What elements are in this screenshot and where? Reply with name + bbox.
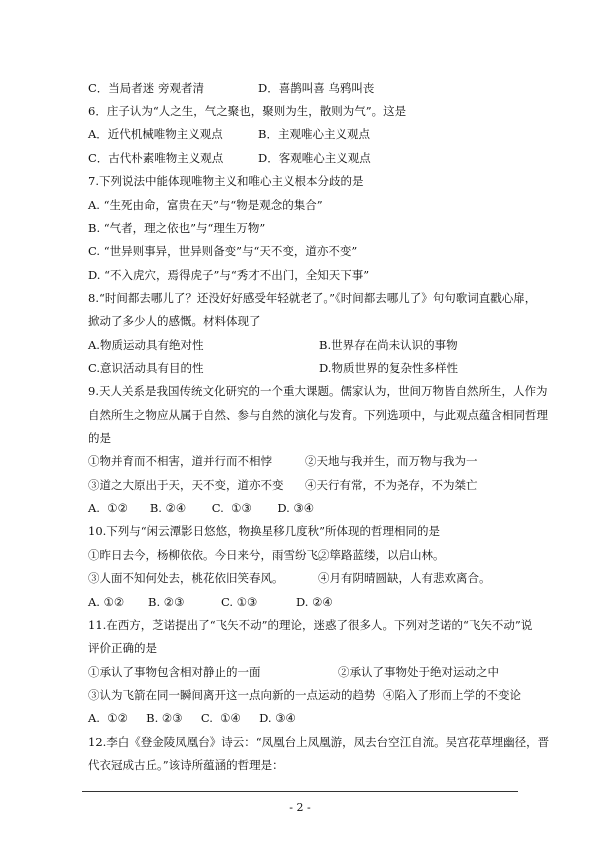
q11-item-2: ②承认了事物处于绝对运动之中 bbox=[338, 665, 499, 679]
q7-option-a: A. “生死由命，富贵在天”与“物是观念的集合” bbox=[88, 198, 323, 212]
q9-item-4: ④天行有常，不为尧存，不为桀亡 bbox=[305, 478, 478, 492]
q12-stem-line-2: 代衣冠成古丘。”该诗所蕴涵的哲理是： bbox=[88, 758, 284, 772]
q10-item-4: ④月有阴晴圆缺，人有悲欢离合。 bbox=[318, 571, 491, 585]
q11-stem-line-2: 评价正确的是 bbox=[88, 641, 157, 655]
q5-option-d: D．喜鹊叫喜 乌鸦叫丧 bbox=[258, 81, 375, 95]
q11-item-3: ③认为飞箭在同一瞬间离开这一点向新的一点运动的趋势 bbox=[88, 688, 376, 702]
q12-stem-line-1: 12.李白《登金陵凤凰台》诗云：“凤凰台上凤凰游，凤去台空江自流。吴宫花草埋幽径，晋 bbox=[88, 735, 550, 749]
q8-stem-line-1: 8.“时间都去哪儿了？还没好好感受年轻就老了。”《时间都去哪儿了》句句歌词直戳心扉， bbox=[88, 291, 537, 305]
q8-option-b: B.世界存在尚未认识的事物 bbox=[319, 338, 458, 352]
q10-option-c: C. ①③ bbox=[221, 595, 258, 609]
q9-stem-line-3: 的是 bbox=[88, 431, 111, 445]
q9-item-1: ①物并育而不相害，道并行而不相悖 bbox=[88, 454, 272, 468]
q9-item-2: ②天地与我并生，而万物与我为一 bbox=[305, 454, 478, 468]
page-number: - 2 - bbox=[289, 801, 311, 814]
q6-stem: 6．庄子认为“人之生，气之聚也，聚则为生，散则为气”。这是 bbox=[88, 104, 407, 118]
q5-option-c: C．当局者迷 旁观者清 bbox=[88, 81, 204, 95]
q6-option-b: B．主观唯心主义观点 bbox=[258, 127, 370, 141]
q11-item-1: ①承认了事物包含相对静止的一面 bbox=[88, 665, 261, 679]
q10-item-2: ②筚路蓝缕，以启山林。 bbox=[318, 548, 445, 562]
q6-option-c: C．古代朴素唯物主义观点 bbox=[88, 151, 224, 165]
q7-option-b: B. “气者，理之依也”与“理生万物” bbox=[88, 221, 266, 235]
q7-option-c: C. “世异则事异，世异则备变”与“天不变，道亦不变” bbox=[88, 244, 358, 258]
q9-item-3: ③道之大原出于天，天不变，道亦不变 bbox=[88, 478, 284, 492]
q8-option-c: C.意识活动具有目的性 bbox=[88, 361, 204, 375]
q7-option-d: D. “不入虎穴，焉得虎子”与“秀才不出门，全知天下事” bbox=[88, 268, 370, 282]
q10-item-1: ①昨日去今，杨柳依依。今日来兮，雨雪纷飞。 bbox=[88, 548, 330, 562]
q10-stem: 10.下列与“闲云潭影日悠悠，物换星移几度秋”所体现的哲理相同的是 bbox=[88, 524, 441, 538]
q10-option-b: B. ②③ bbox=[148, 595, 185, 609]
footer-divider bbox=[82, 791, 518, 792]
q6-option-d: D．客观唯心主义观点 bbox=[258, 151, 371, 165]
q6-option-a: A．近代机械唯物主义观点 bbox=[88, 127, 223, 141]
q10-option-a: A. ①② bbox=[88, 595, 125, 609]
q10-option-d: D. ②④ bbox=[296, 595, 333, 609]
q10-item-3: ③人面不知何处去，桃花依旧笑春风。 bbox=[88, 571, 284, 585]
q7-stem: 7.下列说法中能体现唯物主义和唯心主义根本分歧的是 bbox=[88, 174, 364, 188]
q8-option-d: D.物质世界的复杂性多样性 bbox=[319, 361, 458, 375]
q9-stem-line-2: 自然所生之物应从属于自然、参与自然的演化与发育。下列选项中，与此观点蕴含相同哲理 bbox=[88, 408, 548, 422]
q9-options: A. ①② B. ②④ C. ①③ D. ③④ bbox=[88, 501, 315, 515]
q8-stem-line-2: 掀动了多少人的感慨。材料体现了 bbox=[88, 314, 261, 328]
q11-stem-line-1: 11.在西方，芝诺提出了“飞矢不动”的理论，迷惑了很多人。下列对芝诺的“飞矢不动”说 bbox=[88, 618, 533, 632]
q9-stem-line-1: 9.天人关系是我国传统文化研究的一个重大课题。儒家认为，世间万物皆自然所生，人作为 bbox=[88, 384, 548, 398]
q11-item-4: ④陷入了形而上学的不变论 bbox=[383, 688, 521, 702]
q11-options: A. ①② B. ②③ C. ①④ D. ③④ bbox=[88, 711, 296, 725]
q8-option-a: A.物质运动具有绝对性 bbox=[88, 338, 204, 352]
